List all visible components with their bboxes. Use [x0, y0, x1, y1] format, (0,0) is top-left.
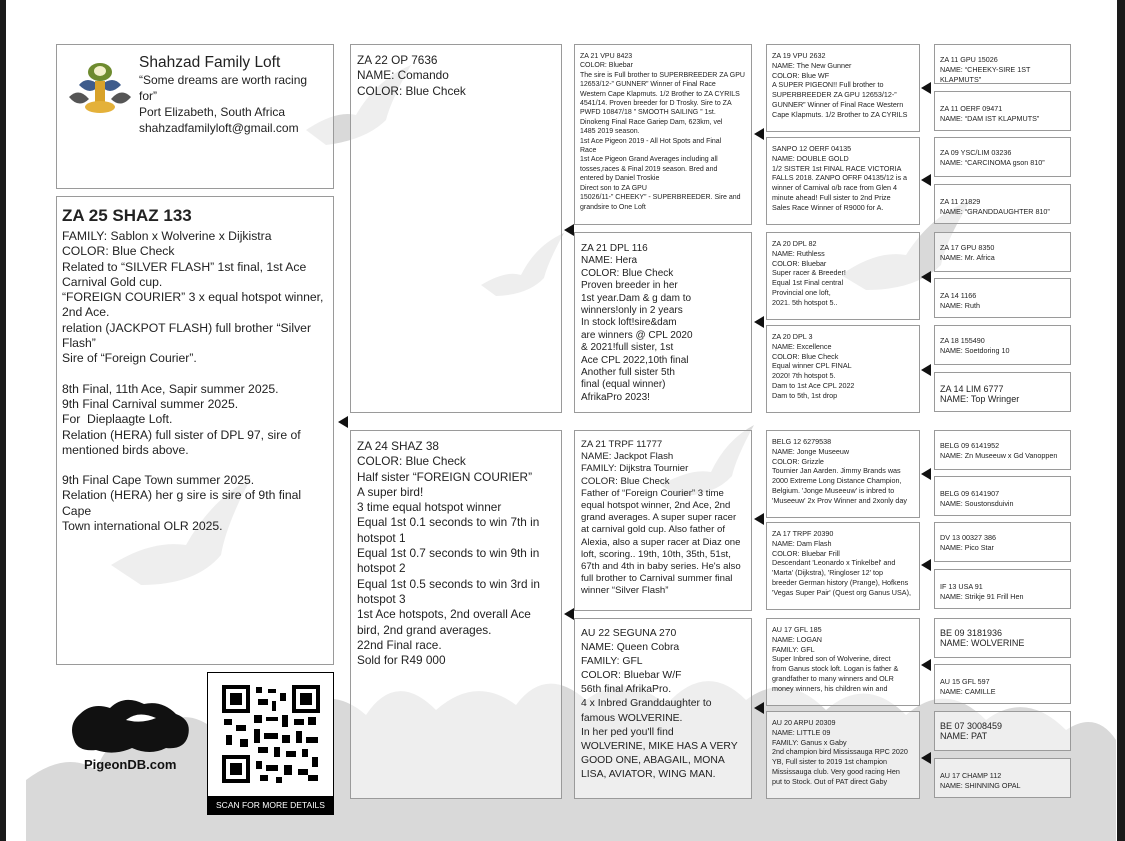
gen4-bird-details: [772, 51, 914, 120]
gen5-bird-details: [940, 722, 1065, 742]
detail-line: 1485 2019 season.: [580, 128, 640, 136]
detail-line: NAME: Top Wringer: [940, 393, 1020, 404]
detail-line: AU 22 SEGUNA 270: [581, 628, 677, 639]
detail-line: Dam to 5th, 1st drop: [772, 390, 838, 400]
detail-line: ZA 11 GPU 15026: [940, 55, 998, 64]
detail-line: ZA 24 SHAZ 38: [357, 439, 439, 453]
detail-line: 2nd Ace.: [62, 305, 110, 320]
gen4-bird-details: [772, 332, 914, 401]
detail-line: COLOR: Blue Check: [357, 454, 466, 469]
detail-line: NAME: Ruth: [940, 300, 980, 310]
detail-line: NAME: Queen Cobra: [581, 642, 680, 654]
detail-line: from Ganus stock loft. Logan is father &: [772, 664, 899, 674]
detail-line: GOOD ONE, ABAGAIL, MONA: [581, 754, 725, 766]
detail-line: NAME: Excellence: [772, 341, 832, 351]
detail-line: FAMILY: GFL: [772, 644, 815, 654]
connector-arrow-icon: [754, 513, 764, 525]
connector-arrow-icon: [564, 224, 574, 236]
detail-line: COLOR: Bluebar W/F: [581, 670, 682, 682]
dam-card: [350, 430, 562, 799]
gen4-bird-details: [772, 718, 914, 787]
sire-dam-card: [574, 232, 752, 413]
loft-email[interactable]: shahzadfamilyloft@gmail.com: [139, 121, 299, 135]
detail-line: Equal 1st 0.1 seconds to win 7th in: [357, 515, 540, 530]
detail-line: 67th and 4th in baby series. He's also: [581, 561, 741, 573]
detail-line: ZA 17 GPU 8350: [940, 243, 995, 252]
detail-line: breeder German history (Prange), Hofkens: [772, 577, 909, 587]
gen5-bird-card: [934, 758, 1071, 798]
detail-line: 'Museeuw' 2x Prov Winner and 2xonly day: [772, 495, 907, 505]
detail-line: Proven breeder in her: [581, 280, 678, 292]
detail-line: NAME: Soetdoring 10: [940, 345, 1010, 355]
detail-line: COLOR: Grizzle: [772, 456, 824, 466]
detail-line: LISA, AVIATOR, WING MAN.: [581, 768, 716, 780]
gen5-bird-details: [940, 148, 1065, 168]
detail-line: relation (JACKPOT FLASH) full brother “Silver: [62, 320, 312, 335]
detail-line: The sire is Full brother to SUPERBREEDER ZA GPU: [580, 71, 745, 79]
connector-arrow-icon: [921, 752, 931, 764]
detail-line: ZA 21 TRPF 11777: [581, 439, 663, 450]
gen5-bird-details: [940, 533, 1065, 553]
detail-line: COLOR: Blue Chcek: [357, 83, 466, 98]
detail-line: Relation (HERA) her g sire is sire of 9th final Cape: [62, 488, 305, 518]
detail-line: put to Stock. Out of PAT direct Gaby: [772, 776, 888, 786]
detail-line: ZA 21 VPU 8423: [580, 53, 633, 60]
detail-line: NAME: Jonge Museeuw: [772, 446, 850, 456]
detail-line: AfrikaPro 2023!: [581, 391, 650, 403]
gen5-bird-details: [940, 104, 1065, 124]
detail-line: 3 time equal hotspot winner: [357, 500, 502, 515]
detail-line: Equal 1st Final central: [772, 278, 844, 288]
detail-line: 56th final AfrikaPro.: [581, 684, 672, 696]
gen5-bird-card: [934, 476, 1071, 516]
gen5-bird-card: [934, 232, 1071, 272]
detail-line: & 2021!full sister, 1st: [581, 342, 674, 354]
detail-line: 1st Ace Pigeon 2019 - All Hot Spots and Final: [580, 137, 722, 145]
detail-line: Equal 1st 0.7 seconds to win 9th in: [357, 546, 540, 561]
sire-sire-details: [580, 52, 746, 212]
gen5-bird-card: [934, 711, 1071, 751]
detail-line: Descendant 'Leonardo x Tinkelbel' and: [772, 558, 896, 568]
gen5-bird-details: [940, 55, 1065, 84]
sire-sire-card: [574, 44, 752, 225]
detail-line: 12653/12-” GUNNER” Winner of Final Race: [580, 81, 716, 89]
detail-line: 22nd Final race.: [357, 637, 442, 652]
detail-line: COLOR: Blue Check: [581, 475, 670, 487]
connector-arrow-icon: [564, 608, 574, 620]
qr-code-icon: [222, 685, 320, 783]
gen5-bird-details: [940, 489, 1065, 509]
detail-line: Sales Race Winner of R9000 for A.: [772, 202, 884, 212]
gen5-bird-card: [934, 44, 1071, 84]
detail-line: BELG 12 6279538: [772, 437, 832, 446]
detail-line: “FOREIGN COURIER” 3 x equal hotspot winner,: [62, 290, 324, 305]
detail-line: BELG 09 6141952: [940, 441, 1000, 450]
connector-arrow-icon: [921, 271, 931, 283]
detail-line: 2021. 5th hotspot 5..: [772, 297, 838, 307]
gen5-bird-card: [934, 91, 1071, 131]
detail-line: ZA 20 DPL 82: [772, 239, 817, 248]
detail-line: minute ahead! Full sister to 2nd Prize: [772, 192, 891, 202]
detail-line: NAME: Jackpot Flash: [581, 451, 674, 463]
connector-arrow-icon: [754, 316, 764, 328]
detail-line: NAME: “CHEEKY-SIRE 1ST KLAPMUTS”: [940, 64, 1033, 84]
detail-line: Tournier Jan Aarden. Jimmy Brands was: [772, 466, 901, 476]
detail-line: Ace CPL 2022,10th final: [581, 354, 689, 366]
detail-line: NAME: Soustonsduivin: [940, 498, 1014, 508]
gen4-bird-details: [772, 625, 914, 694]
detail-line: COLOR: Blue Check: [62, 244, 175, 259]
loft-header-card: [56, 44, 334, 189]
detail-line: NAME: SHINNING OPAL: [940, 780, 1021, 790]
detail-line: Carnival Gold cup.: [62, 274, 163, 289]
detail-line: 2000 Extreme Long Distance Champion,: [772, 476, 902, 486]
gen5-bird-card: [934, 372, 1071, 412]
detail-line: NAME: The New Gunner: [772, 60, 852, 70]
detail-line: Cape Klapmuts. 1/2 Brother to ZA CYRILS: [772, 109, 908, 119]
detail-line: COLOR: Blue Check: [581, 267, 674, 279]
detail-line: money winners, his children win and: [772, 683, 888, 693]
connector-arrow-icon: [921, 174, 931, 186]
spacer: [62, 367, 328, 382]
detail-line: NAME: Comando: [357, 68, 449, 83]
detail-line: Another full sister 5th: [581, 367, 675, 379]
detail-line: AU 17 CHAMP 112: [940, 771, 1002, 780]
detail-line: Father of “Foreign Courier” 3 time: [581, 487, 724, 499]
detail-line: ZA 11 OERF 09471: [940, 104, 1003, 113]
detail-line: NAME: Dam Flash: [772, 538, 832, 548]
pigeondb-logo-icon: [66, 690, 194, 758]
detail-line: Half sister “FOREIGN COURIER”: [357, 469, 532, 484]
detail-line: NAME: Zn Museeuw x Gd Vanoppen: [940, 450, 1058, 460]
gen5-bird-details: [940, 441, 1065, 461]
detail-line: Sold for R49 000: [357, 653, 446, 668]
gen4-bird-card: [766, 232, 920, 320]
detail-line: Flash”: [62, 336, 96, 351]
gen4-bird-card: [766, 44, 920, 132]
detail-line: ZA 17 TRPF 20390: [772, 529, 834, 538]
sire-details: [357, 53, 555, 99]
detail-line: winner of Carnival o/b race from Glen 4: [772, 183, 898, 193]
gen5-bird-card: [934, 278, 1071, 318]
detail-line: Provincial one loft,: [772, 287, 831, 297]
gen5-bird-details: [940, 771, 1065, 791]
detail-line: NAME: LOGAN: [772, 634, 822, 644]
gen4-bird-card: [766, 430, 920, 518]
detail-line: IF 13 USA 91: [940, 582, 983, 591]
detail-line: PWFD 10847/18 ” SMOOTH SAILING ” 1st.: [580, 109, 716, 117]
detail-line: 9th Final Cape Town summer 2025.: [62, 473, 255, 488]
detail-line: COLOR: Bluebar: [580, 62, 633, 70]
detail-line: hotspot 2: [357, 561, 406, 576]
detail-line: Sire of “Foreign Courier”.: [62, 351, 197, 366]
qr-caption: SCAN FOR MORE DETAILS: [208, 796, 333, 814]
detail-line: FAMILY: Sablon x Wolverine x Dijkistra: [62, 229, 272, 243]
detail-line: COLOR: Blue Check: [772, 351, 839, 361]
detail-line: NAME: “DAM IST KLAPMUTS”: [940, 113, 1040, 123]
detail-line: 1st Ace Pigeon Grand Averages including all: [580, 156, 718, 164]
gen5-bird-details: [940, 629, 1065, 649]
connector-arrow-icon: [921, 468, 931, 480]
detail-line: 'Marta' (Dijkstra), 'Ringloser 12' top: [772, 568, 883, 578]
detail-line: famous WOLVERINE.: [581, 712, 683, 724]
detail-line: ZA 11 21829: [940, 197, 981, 206]
detail-line: Western Cape Klapmuts. 1/2 Brother to ZA CYRILS: [580, 90, 740, 98]
gen5-bird-card: [934, 522, 1071, 562]
detail-line: 1st year.Dam & g dam to: [581, 292, 692, 304]
gen5-bird-details: [940, 677, 1065, 697]
gen5-bird-details: [940, 291, 1065, 311]
detail-line: COLOR: Blue WF: [772, 70, 830, 80]
dam-dam-details: [581, 627, 745, 782]
detail-line: Equal 1st 0.5 seconds to win 3rd in: [357, 576, 540, 591]
detail-line: In her ped you'll find: [581, 726, 674, 738]
dam-dam-card: [574, 618, 752, 799]
detail-line: BELG 09 6141907: [940, 489, 1000, 498]
detail-line: 1/2 SISTER 1st FINAL RACE VICTORIA: [772, 163, 902, 173]
detail-line: YB, Full sister to 2019 1st champion: [772, 757, 888, 767]
detail-line: ZA 14 1166: [940, 291, 977, 300]
detail-line: AU 17 GFL 185: [772, 625, 822, 634]
gen5-bird-card: [934, 137, 1071, 177]
detail-line: NAME: “CARCINOMA gson 810”: [940, 157, 1045, 167]
loft-motto-line: “Some dreams are worth racing: [139, 73, 308, 87]
detail-line: NAME: Mr. Africa: [940, 252, 995, 262]
detail-line: FAMILY: Ganus x Gaby: [772, 737, 847, 747]
detail-line: FALLS 2018. ZANPO OFRF 04135/12 is a: [772, 173, 908, 183]
main-bird-ring: ZA 25 SHAZ 133: [62, 206, 192, 225]
gen5-bird-card: [934, 618, 1071, 658]
detail-line: loft, scoring.. 19th, 10th, 35th, 51st,: [581, 548, 731, 560]
detail-line: NAME: CAMILLE: [940, 686, 996, 696]
detail-line: BE 09 3181936: [940, 628, 1003, 638]
detail-line: equal hotspot winner, 2nd Ace, 2nd: [581, 500, 731, 512]
gen4-bird-details: [772, 239, 914, 308]
detail-line: mentioned birds above.: [62, 442, 189, 457]
detail-line: bird, 2nd grand averages.: [357, 622, 492, 637]
detail-line: NAME: Hera: [581, 255, 638, 267]
connector-arrow-icon: [754, 128, 764, 140]
gen4-bird-details: [772, 529, 914, 598]
detail-line: full brother to Carnival summer final: [581, 573, 733, 585]
detail-line: 4 x Inbred Granddaughter to: [581, 698, 712, 710]
gen4-bird-card: [766, 618, 920, 706]
detail-line: GUNNER” Winner of Final Race Western: [772, 99, 904, 109]
detail-line: Super Inbred son of Wolverine, direct: [772, 654, 891, 664]
connector-arrow-icon: [921, 82, 931, 94]
detail-line: Relation (HERA) full sister of DPL 97, sire of: [62, 427, 301, 442]
detail-line: 2nd champion bird Mississauga RPC 2020: [772, 747, 908, 757]
detail-line: Related to “SILVER FLASH” 1st final, 1st Ace: [62, 259, 307, 274]
detail-line: In stock loft!sire&dam: [581, 317, 677, 329]
detail-line: NAME: PAT: [940, 730, 988, 741]
detail-line: AU 15 GFL 597: [940, 677, 990, 686]
brand-name[interactable]: PigeonDB.com: [84, 757, 177, 772]
detail-line: Belgium. 'Jonge Museeuw' is inbred to: [772, 485, 895, 495]
detail-line: For Dieplaagte Loft.: [62, 412, 173, 427]
detail-line: NAME: DOUBLE GOLD: [772, 153, 849, 163]
connector-arrow-icon: [921, 364, 931, 376]
gen5-bird-card: [934, 664, 1071, 704]
gen4-bird-card: [766, 325, 920, 413]
detail-line: WOLVERINE, MIKE HAS A VERY: [581, 740, 738, 752]
detail-line: NAME: WOLVERINE: [940, 637, 1025, 648]
detail-line: 15026/11-” CHEEKY” - SUPERBREEDER. Sire and: [580, 194, 741, 202]
detail-line: NAME: Strikje 91 Frill Hen: [940, 591, 1024, 601]
detail-line: 8th Final, 11th Ace, Sapir summer 2025.: [62, 381, 279, 396]
detail-line: FAMILY: Dijkstra Tournier: [581, 463, 689, 475]
detail-line: ZA 19 VPU 2632: [772, 51, 826, 60]
detail-line: winners!only in 2 years: [581, 305, 683, 317]
detail-line: hotspot 1: [357, 530, 406, 545]
main-bird-details: [62, 229, 328, 534]
loft-motto-line: for”: [139, 89, 157, 103]
detail-line: 9th Final Carnival summer 2025.: [62, 396, 239, 411]
detail-line: are winners @ CPL 2020: [581, 329, 693, 341]
detail-line: tosses,races & Final 2019 season. Bred and: [580, 165, 718, 173]
dam-details: [357, 439, 555, 668]
detail-line: Super racer & Breeder!: [772, 268, 846, 278]
detail-line: ZA 18 155490: [940, 336, 985, 345]
detail-line: Race: [580, 147, 597, 155]
dam-sire-card: [574, 430, 752, 611]
detail-line: ZA 21 DPL 116: [581, 243, 648, 254]
sire-card: [350, 44, 562, 413]
detail-line: NAME: “GRANDDAUGHTER 810”: [940, 206, 1050, 216]
dam-sire-details: [581, 439, 745, 598]
qr-code-card[interactable]: [207, 672, 334, 815]
gen5-bird-details: [940, 336, 1065, 356]
gen4-bird-details: [772, 144, 914, 213]
detail-line: 'Vegas Super Pair' (Quest org Ganus USA),: [772, 587, 911, 597]
gen5-bird-card: [934, 430, 1071, 470]
detail-line: ZA 22 OP 7636: [357, 53, 438, 67]
detail-line: BE 07 3008459: [940, 721, 1003, 731]
gen4-bird-card: [766, 711, 920, 799]
loft-name: Shahzad Family Loft: [139, 54, 281, 71]
detail-line: NAME: Ruthless: [772, 248, 825, 258]
detail-line: ZA 20 DPL 3: [772, 332, 813, 341]
detail-line: A super bird!: [357, 484, 424, 499]
connector-arrow-icon: [338, 416, 348, 428]
detail-line: Alexia, also a super racer at Diaz one: [581, 536, 741, 548]
detail-line: DV 13 00327 386: [940, 533, 996, 542]
detail-line: Dam to 1st Ace CPL 2022: [772, 380, 855, 390]
detail-line: Equal winner CPL FINAL: [772, 361, 852, 371]
detail-line: COLOR: Bluebar Frill: [772, 548, 840, 558]
sire-dam-details: [581, 243, 745, 404]
detail-line: NAME: LITTLE 09: [772, 727, 831, 737]
pedigree-sheet: [6, 0, 1117, 841]
detail-line: grand averages. A super super racer: [581, 512, 737, 524]
loft-logo-icon: [65, 57, 135, 119]
gen5-bird-card: [934, 325, 1071, 365]
detail-line: SUPERBREEDER ZA GPU 12653/12-”: [772, 90, 897, 100]
detail-line: Town international OLR 2025.: [62, 519, 223, 534]
gen4-bird-card: [766, 522, 920, 610]
gen5-bird-details: [940, 197, 1065, 217]
spacer: [62, 458, 328, 473]
detail-line: AU 20 ARPU 20309: [772, 718, 836, 727]
connector-arrow-icon: [921, 659, 931, 671]
gen5-bird-details: [940, 385, 1065, 405]
detail-line: Mississauga club. Very good racing Hen: [772, 766, 900, 776]
detail-line: Dinokeng Final Race Gariep Dam, 623km, vel: [580, 118, 723, 126]
connector-arrow-icon: [921, 559, 931, 571]
gen5-bird-card: [934, 184, 1071, 224]
gen5-bird-details: [940, 243, 1065, 263]
detail-line: ZA 09 YSC/LIM 03236: [940, 148, 1012, 157]
detail-line: grandsire to One Loft: [580, 203, 646, 211]
detail-line: ZA 14 LIM 6777: [940, 384, 1004, 394]
detail-line: NAME: Pico Star: [940, 542, 994, 552]
detail-line: entered by Daniel Troskie: [580, 175, 660, 183]
detail-line: A SUPER PIGEON!! Full brother to: [772, 80, 884, 90]
detail-line: grandfather to many winners and OLR: [772, 673, 894, 683]
detail-line: SANPO 12 OERF 04135: [772, 144, 852, 153]
detail-line: COLOR: Bluebar: [772, 258, 827, 268]
gen5-bird-details: [940, 582, 1065, 602]
detail-line: FAMILY: GFL: [581, 656, 643, 668]
detail-line: 2020! 7th hotspot 5.: [772, 371, 836, 381]
main-bird-card: [56, 196, 334, 665]
detail-line: final (equal winner): [581, 379, 666, 391]
gen4-bird-card: [766, 137, 920, 225]
detail-line: hotspot 3: [357, 591, 406, 606]
loft-location: Port Elizabeth, South Africa: [139, 105, 286, 119]
connector-arrow-icon: [754, 702, 764, 714]
gen4-bird-details: [772, 437, 914, 506]
detail-line: winner “Silver Flash”: [581, 585, 669, 597]
detail-line: 1st Ace hotspots, 2nd overall Ace: [357, 607, 531, 622]
detail-line: at carnival gold cup. Also father of: [581, 524, 725, 536]
detail-line: Direct son to ZA GPU: [580, 184, 647, 192]
gen5-bird-card: [934, 569, 1071, 609]
detail-line: 4541/14. Proven breeder for D Trosky. Sire to ZA: [580, 100, 732, 108]
